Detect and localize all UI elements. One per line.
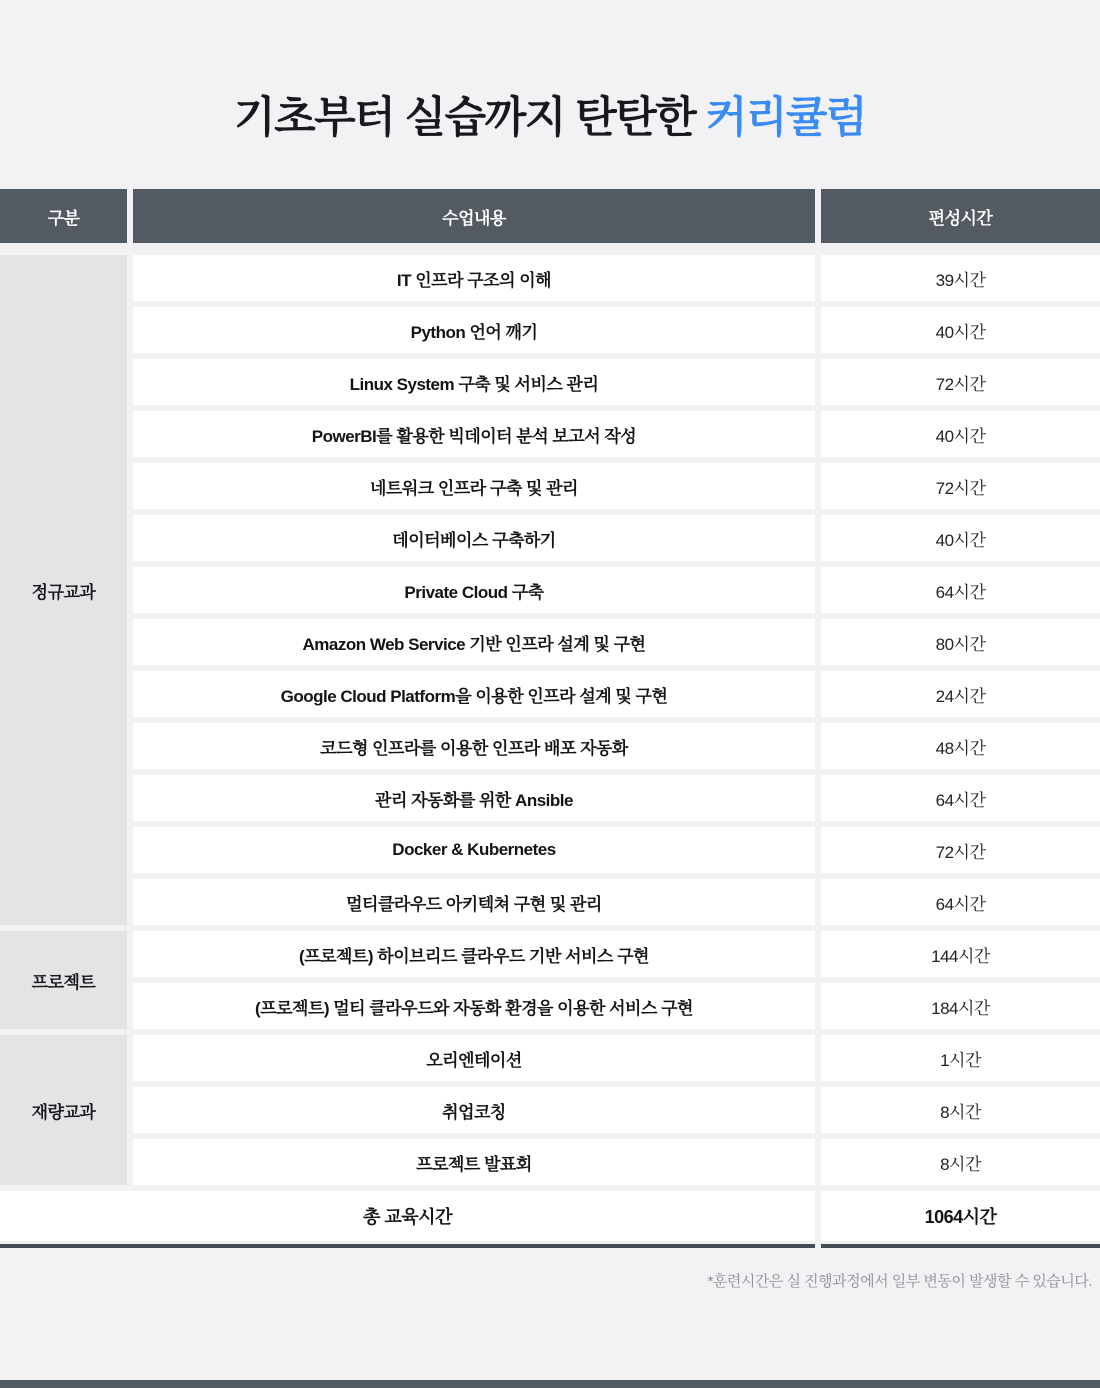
table-row — [133, 931, 1100, 977]
table-row — [133, 411, 1100, 457]
header-content: 수업내용 — [133, 189, 815, 243]
course-hours: 64시간 — [821, 567, 1100, 613]
table-row — [133, 1087, 1100, 1133]
table-row — [133, 879, 1100, 925]
course-hours: 24시간 — [821, 671, 1100, 717]
table-row — [133, 983, 1100, 1029]
course-hours: 64시간 — [821, 879, 1100, 925]
header-hours: 편성시간 — [821, 189, 1100, 243]
course-hours: 39시간 — [821, 255, 1100, 301]
course-hours: 1시간 — [821, 1035, 1100, 1081]
table-row — [133, 1139, 1100, 1185]
course-name: 멀티클라우드 아키텍쳐 구현 및 관리 — [133, 879, 815, 925]
course-hours: 8시간 — [821, 1139, 1100, 1185]
total-label: 총 교육시간 — [0, 1191, 815, 1241]
course-name: 오리엔테이션 — [133, 1035, 815, 1081]
table-header — [0, 189, 1100, 243]
course-name: IT 인프라 구조의 이해 — [133, 255, 815, 301]
table-row — [133, 827, 1100, 873]
table-row — [133, 567, 1100, 613]
table-row — [133, 463, 1100, 509]
page-title-prefix: 기초부터 실습까지 탄탄한 — [234, 94, 706, 142]
course-name: (프로젝트) 하이브리드 클라우드 기반 서비스 구현 — [133, 931, 815, 977]
course-name: Python 언어 깨기 — [133, 307, 815, 353]
page-title — [0, 0, 1100, 143]
bottom-rule-right — [821, 1244, 1100, 1248]
table-row — [133, 723, 1100, 769]
course-name: Private Cloud 구축 — [133, 567, 815, 613]
course-name: 데이터베이스 구축하기 — [133, 515, 815, 561]
table-row — [133, 1035, 1100, 1081]
bottom-bar — [0, 1380, 1100, 1388]
course-name: Docker & Kubernetes — [133, 827, 815, 873]
course-hours: 40시간 — [821, 411, 1100, 457]
course-hours: 80시간 — [821, 619, 1100, 665]
table-body — [0, 255, 1100, 1185]
course-name: Amazon Web Service 기반 인프라 설계 및 구현 — [133, 619, 815, 665]
table-row — [133, 359, 1100, 405]
page-title-highlight: 커리큘럼 — [705, 94, 866, 142]
table-row — [133, 619, 1100, 665]
course-name: Linux System 구축 및 서비스 관리 — [133, 359, 815, 405]
course-hours: 72시간 — [821, 463, 1100, 509]
course-hours: 40시간 — [821, 515, 1100, 561]
table-row — [133, 255, 1100, 301]
bottom-rule-left — [0, 1244, 815, 1248]
course-name: (프로젝트) 멀티 클라우드와 자동화 환경을 이용한 서비스 구현 — [133, 983, 815, 1029]
course-name: 네트워크 인프라 구축 및 관리 — [133, 463, 815, 509]
course-hours: 72시간 — [821, 359, 1100, 405]
course-hours: 144시간 — [821, 931, 1100, 977]
total-hours: 1064시간 — [821, 1191, 1100, 1241]
footnote: *훈련시간은 실 진행과정에서 일부 변동이 발생할 수 있습니다. — [707, 1273, 1092, 1291]
course-name: 취업코칭 — [133, 1087, 815, 1133]
category-cell: 재량교과 — [0, 1035, 127, 1185]
course-name: Google Cloud Platform을 이용한 인프라 설계 및 구현 — [133, 671, 815, 717]
table-row — [133, 671, 1100, 717]
course-name: 코드형 인프라를 이용한 인프라 배포 자동화 — [133, 723, 815, 769]
course-hours: 40시간 — [821, 307, 1100, 353]
course-name: PowerBI를 활용한 빅데이터 분석 보고서 작성 — [133, 411, 815, 457]
course-hours: 72시간 — [821, 827, 1100, 873]
table-row — [133, 775, 1100, 821]
table-row — [133, 515, 1100, 561]
course-hours: 184시간 — [821, 983, 1100, 1029]
course-hours: 64시간 — [821, 775, 1100, 821]
course-name: 프로젝트 발표회 — [133, 1139, 815, 1185]
category-cell: 정규교과 — [0, 255, 127, 925]
total-row — [0, 1191, 1100, 1241]
course-hours: 48시간 — [821, 723, 1100, 769]
bottom-rule — [0, 1244, 1100, 1248]
course-name: 관리 자동화를 위한 Ansible — [133, 775, 815, 821]
header-category: 구분 — [0, 189, 127, 243]
course-hours: 8시간 — [821, 1087, 1100, 1133]
category-cell: 프로젝트 — [0, 931, 127, 1029]
table-row — [133, 307, 1100, 353]
